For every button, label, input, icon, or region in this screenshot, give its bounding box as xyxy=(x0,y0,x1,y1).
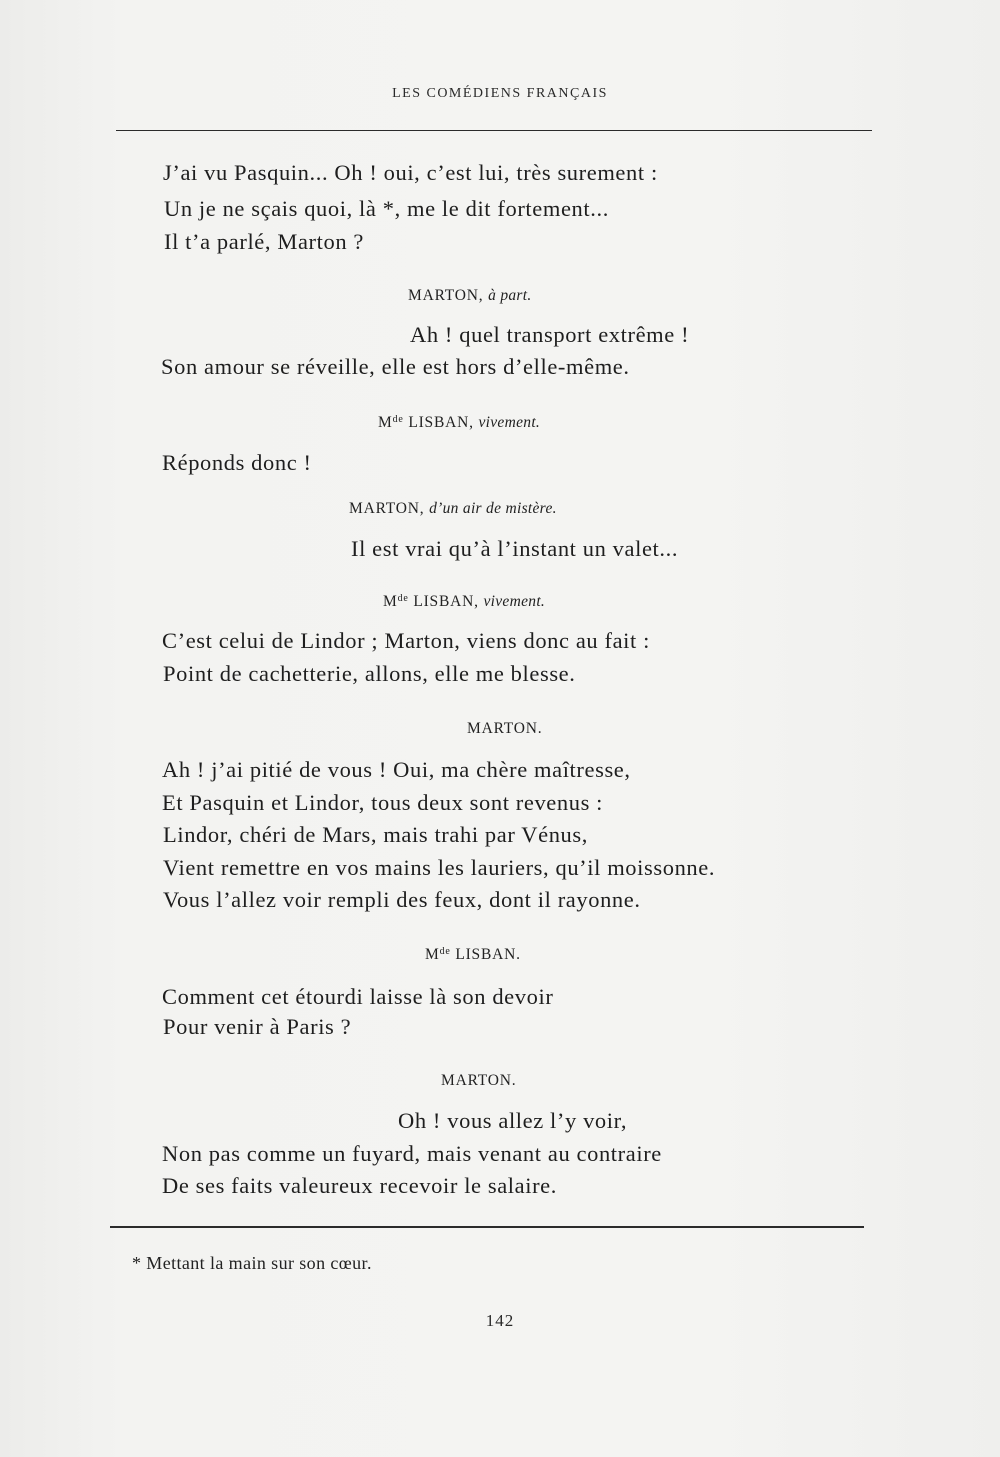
footnote: * Mettant la main sur son cœur. xyxy=(132,1253,372,1273)
header-rule xyxy=(116,130,872,131)
running-title: LES COMÉDIENS FRANÇAIS xyxy=(392,86,608,101)
verse-line: Lindor, chéri de Mars, mais trahi par Vénus, xyxy=(163,822,588,847)
verse-line: Point de cachetterie, allons, elle me blesse. xyxy=(163,661,576,686)
speaker-heading: MARTON. xyxy=(467,720,543,737)
verse-line: Réponds donc ! xyxy=(162,450,312,475)
speaker-heading: Mde LISBAN, vivement. xyxy=(383,593,546,610)
verse-line: Oh ! vous allez l’y voir, xyxy=(398,1108,628,1133)
verse-line: Vient remettre en vos mains les lauriers, qu’il moissonne. xyxy=(163,855,716,880)
speaker-heading: Mde LISBAN. xyxy=(425,946,521,963)
speaker-heading: MARTON, à part. xyxy=(408,287,532,304)
verse-line: Son amour se réveille, elle est hors d’elle-même. xyxy=(161,354,630,379)
verse-line: Et Pasquin et Lindor, tous deux sont revenus : xyxy=(162,790,604,815)
verse-line: J’ai vu Pasquin... Oh ! oui, c’est lui, très surement : xyxy=(163,160,658,185)
verse-line: Vous l’allez voir rempli des feux, dont il rayonne. xyxy=(163,887,641,912)
page-number: 142 xyxy=(485,1311,515,1330)
speaker-heading: Mde LISBAN, vivement. xyxy=(378,414,541,431)
verse-line: Comment cet étourdi laisse là son devoir xyxy=(162,984,554,1009)
verse-line: Ah ! quel transport extrême ! xyxy=(410,322,690,347)
footnote-rule xyxy=(110,1226,864,1228)
speaker-heading: MARTON. xyxy=(441,1072,517,1089)
verse-line: Non pas comme un fuyard, mais venant au contraire xyxy=(162,1141,662,1166)
verse-line: Ah ! j’ai pitié de vous ! Oui, ma chère maîtresse, xyxy=(162,757,631,782)
verse-line: De ses faits valeureux recevoir le salaire. xyxy=(162,1173,557,1198)
verse-line: Pour venir à Paris ? xyxy=(163,1014,352,1039)
verse-line: C’est celui de Lindor ; Marton, viens donc au fait : xyxy=(162,628,650,653)
verse-line: Il t’a parlé, Marton ? xyxy=(164,229,364,254)
speaker-heading: MARTON, d’un air de mistère. xyxy=(349,500,557,517)
verse-line: Il est vrai qu’à l’instant un valet... xyxy=(351,536,679,561)
verse-line: Un je ne sçais quoi, là *, me le dit fortement... xyxy=(164,196,609,221)
